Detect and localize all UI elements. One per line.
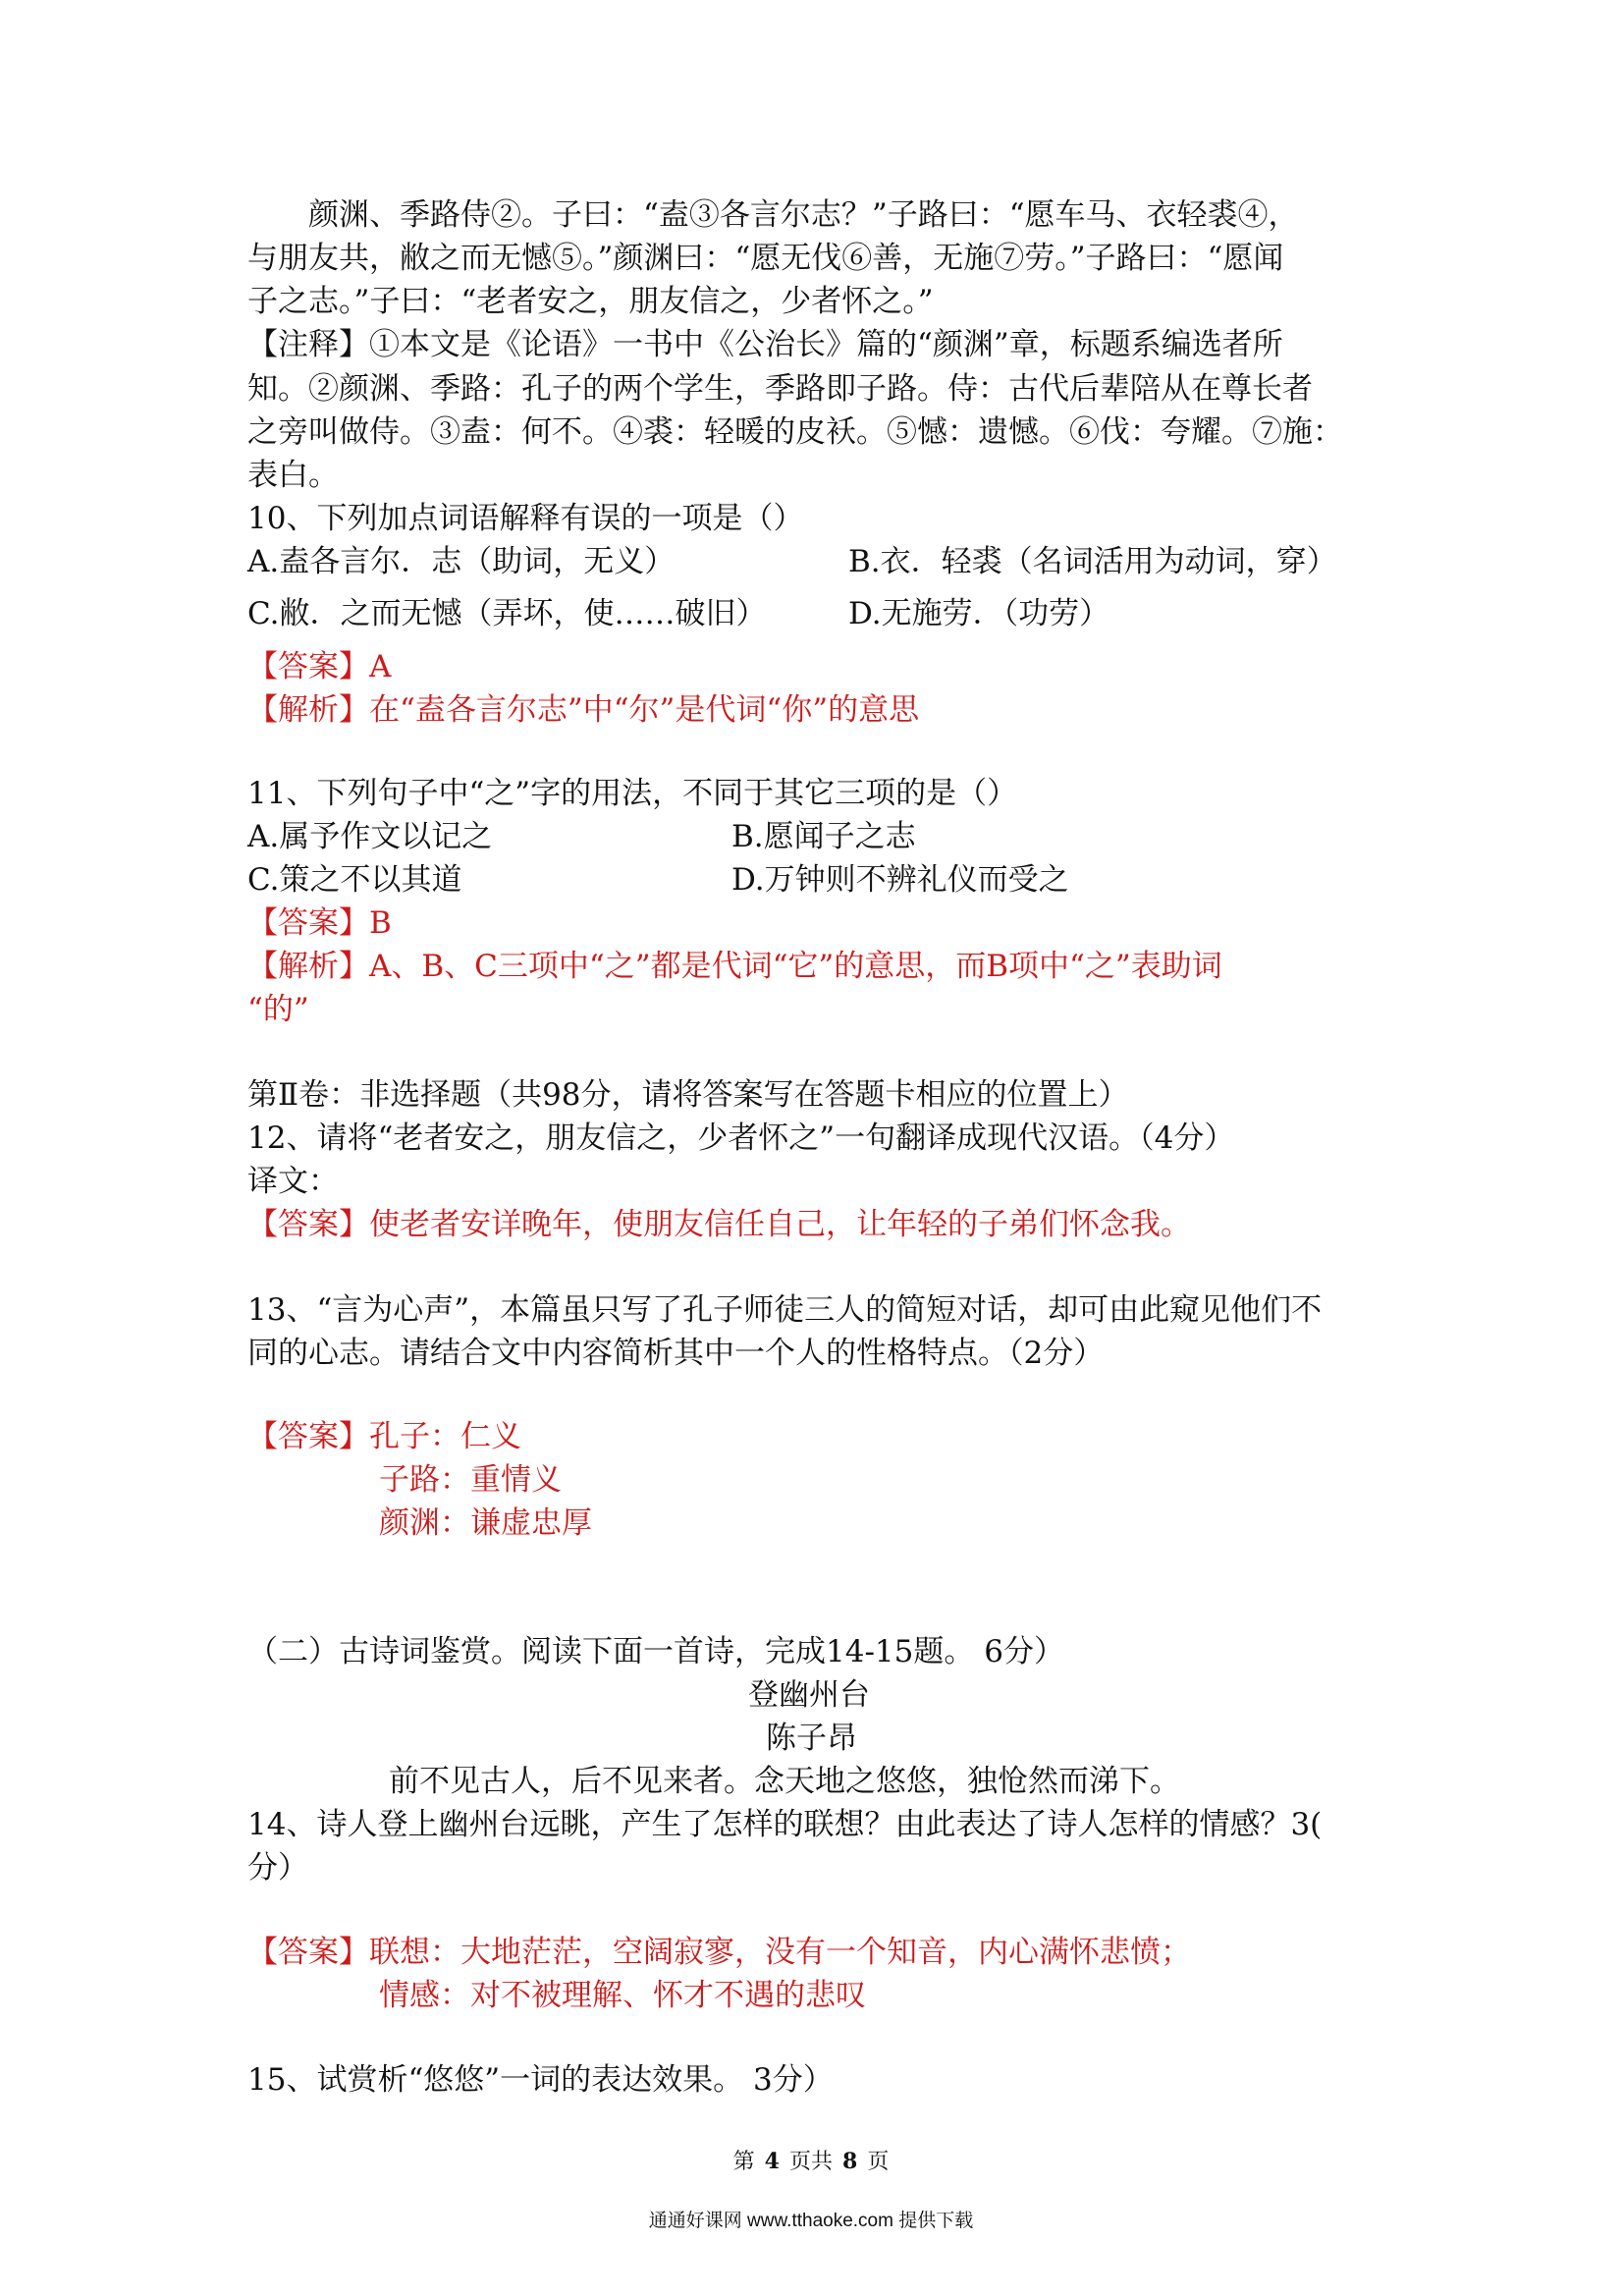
q14-stem-line: 分） (247, 1850, 308, 1886)
poem-text: 前不见古人，后不见来者。念天地之悠悠，独怆然而涕下。 (389, 1764, 1180, 1799)
passage-line: 颜渊、季路侍②。子曰：“盍③各言尔志？”子路曰：“愿车马、衣轻裘④， (247, 197, 1299, 233)
page-mid: 页共 (788, 2150, 833, 2174)
source-footer: 通通好课网 www.tthaoke.com 提供下载 (648, 2211, 974, 2231)
q14-answer-line: 情感：对不被理解、怀才不遇的悲叹 (379, 1978, 866, 2013)
q12-answer: 【答案】使老者安详晚年，使朋友信任自己，让年轻的子弟们怀念我。 (247, 1207, 1191, 1242)
page-prefix: 第 (732, 2150, 755, 2174)
q11-option-a: A.属予作文以记之 (247, 819, 493, 854)
page-total: 8 (842, 2149, 858, 2174)
q10-option-c: C.敝．之而无憾（弄坏，使……破旧） (247, 596, 767, 631)
page-number (0, 2145, 1622, 2175)
q11-option-d: D.万钟则不辨礼仪而受之 (731, 862, 1069, 898)
q11-analysis-line: “的” (247, 992, 309, 1027)
q12-label: 译文： (247, 1164, 339, 1199)
poem-title: 登幽州台 (748, 1677, 870, 1713)
q14-stem-line: 14、诗人登上幽州台远眺，产生了怎样的联想？由此表达了诗人怎样的情感？3( (247, 1807, 1323, 1842)
page-suffix: 页 (867, 2150, 890, 2174)
notes-line: 之旁叫做侍。③盍：何不。④裘：轻暖的皮袄。⑤憾：遗憾。⑥伐：夸耀。⑦施： (247, 414, 1343, 450)
poem-section-intro: （二）古诗词鉴赏。阅读下面一首诗，完成14-15题。 6分） (247, 1634, 1064, 1669)
notes-line: 表白。 (247, 458, 339, 493)
q13-stem-line: 13、“言为心声”，本篇虽只写了孔子师徒三人的简短对话，却可由此窥见他们不 (247, 1292, 1323, 1328)
q13-answer-line: 【答案】孔子：仁义 (247, 1419, 521, 1454)
notes-line: 知。②颜渊、季路：孔子的两个学生，季路即子路。侍：古代后辈陪从在尊长者 (247, 371, 1313, 407)
q12-stem: 12、请将“老者安之，朋友信之，少者怀之”一句翻译成现代汉语。（4分） (247, 1121, 1235, 1156)
q13-answer-line: 颜渊：谦虚忠厚 (379, 1505, 592, 1541)
q10-option-b: B.衣．轻裘（名词活用为动词，穿） (848, 544, 1337, 579)
q11-option-c: C.策之不以其道 (247, 862, 462, 898)
q14-answer-line: 【答案】联想：大地茫茫，空阔寂寥，没有一个知音，内心满怀悲愤； (247, 1935, 1191, 1970)
q11-stem: 11、下列句子中“之”字的用法，不同于其它三项的是（） (247, 776, 1018, 811)
q10-stem: 10、下列加点词语解释有误的一项是（） (247, 501, 804, 536)
q10-option-d: D.无施劳．（功劳） (848, 596, 1110, 631)
passage-line: 子之志。”子曰：“老者安之，朋友信之，少者怀之。” (247, 284, 934, 319)
poem-author: 陈子昂 (766, 1721, 857, 1756)
q10-analysis: 【解析】在“盍各言尔志”中“尔”是代词“你”的意思 (247, 692, 920, 728)
section-heading: 第Ⅱ卷：非选择题（共98分，请将答案写在答题卡相应的位置上） (247, 1077, 1129, 1113)
notes-line: 【注释】①本文是《论语》一书中《公治长》篇的“颜渊”章，标题系编选者所 (247, 327, 1283, 362)
q10-option-a: A.盍各言尔．志（助词，无义） (247, 544, 676, 579)
q10-answer: 【答案】A (247, 649, 392, 684)
q13-answer-line: 子路：重情义 (379, 1462, 562, 1498)
page-current: 4 (764, 2149, 780, 2174)
passage-line: 与朋友共，敝之而无憾⑤。”颜渊曰：“愿无伐⑥善，无施⑦劳。”子路曰：“愿闻 (247, 241, 1284, 276)
q15-stem: 15、试赏析“悠悠”一词的表达效果。 3分） (247, 2062, 834, 2098)
q11-answer: 【答案】B (247, 905, 392, 941)
q11-option-b: B.愿闻子之志 (731, 819, 916, 854)
q13-stem-line: 同的心志。请结合文中内容简析其中一个人的性格特点。（2分） (247, 1336, 1105, 1371)
q11-analysis-line: 【解析】A、B、C三项中“之”都是代词“它”的意思，而B项中“之”表助词 (247, 949, 1222, 984)
